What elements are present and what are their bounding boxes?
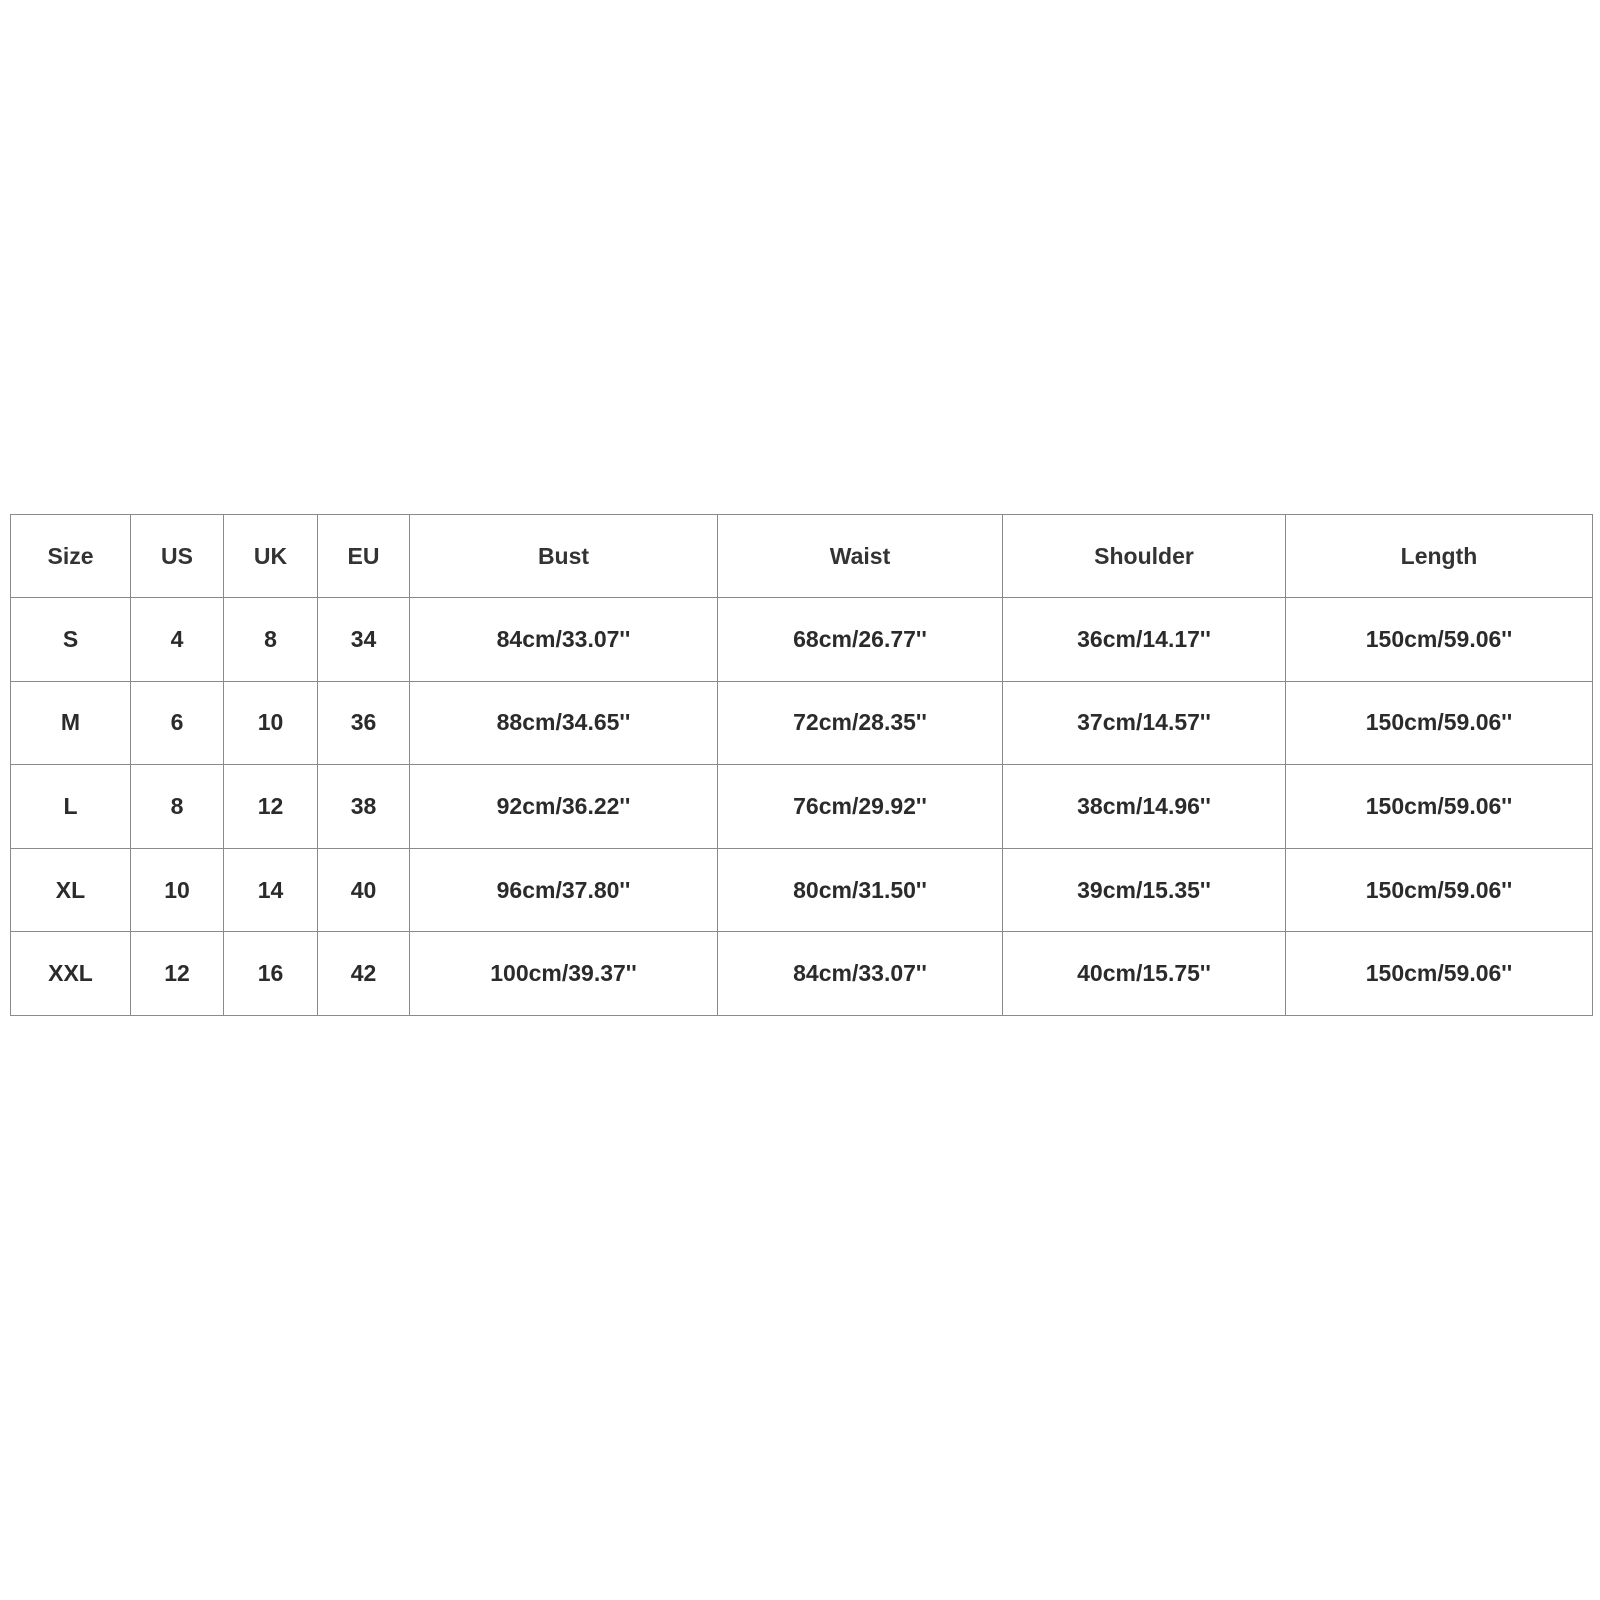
- cell-eu: 38: [318, 765, 410, 849]
- table-row: [11, 681, 1593, 765]
- header-size: Size: [11, 515, 131, 598]
- cell-shoulder: 39cm/15.35'': [1003, 848, 1286, 932]
- cell-bust: 100cm/39.37'': [410, 932, 718, 1016]
- cell-eu: 36: [318, 681, 410, 765]
- size-chart-table: [10, 514, 1593, 1016]
- cell-size: M: [11, 681, 131, 765]
- cell-waist: 84cm/33.07'': [718, 932, 1003, 1016]
- cell-uk: 10: [224, 681, 318, 765]
- cell-uk: 12: [224, 765, 318, 849]
- cell-eu: 42: [318, 932, 410, 1016]
- cell-waist: 76cm/29.92'': [718, 765, 1003, 849]
- cell-length: 150cm/59.06'': [1286, 848, 1593, 932]
- cell-size: S: [11, 598, 131, 682]
- table-row: [11, 765, 1593, 849]
- cell-eu: 40: [318, 848, 410, 932]
- cell-waist: 72cm/28.35'': [718, 681, 1003, 765]
- table-row: [11, 932, 1593, 1016]
- cell-bust: 96cm/37.80'': [410, 848, 718, 932]
- cell-us: 12: [131, 932, 224, 1016]
- cell-shoulder: 40cm/15.75'': [1003, 932, 1286, 1016]
- cell-waist: 80cm/31.50'': [718, 848, 1003, 932]
- cell-shoulder: 36cm/14.17'': [1003, 598, 1286, 682]
- table-row: [11, 848, 1593, 932]
- header-eu: EU: [318, 515, 410, 598]
- cell-length: 150cm/59.06'': [1286, 765, 1593, 849]
- cell-shoulder: 37cm/14.57'': [1003, 681, 1286, 765]
- header-row: [11, 515, 1593, 598]
- cell-us: 8: [131, 765, 224, 849]
- cell-length: 150cm/59.06'': [1286, 681, 1593, 765]
- cell-bust: 92cm/36.22'': [410, 765, 718, 849]
- header-shoulder: Shoulder: [1003, 515, 1286, 598]
- header-length: Length: [1286, 515, 1593, 598]
- cell-waist: 68cm/26.77'': [718, 598, 1003, 682]
- cell-shoulder: 38cm/14.96'': [1003, 765, 1286, 849]
- cell-length: 150cm/59.06'': [1286, 598, 1593, 682]
- cell-us: 4: [131, 598, 224, 682]
- cell-size: XXL: [11, 932, 131, 1016]
- cell-eu: 34: [318, 598, 410, 682]
- table-row: [11, 598, 1593, 682]
- header-waist: Waist: [718, 515, 1003, 598]
- cell-bust: 84cm/33.07'': [410, 598, 718, 682]
- cell-us: 6: [131, 681, 224, 765]
- cell-size: XL: [11, 848, 131, 932]
- cell-length: 150cm/59.06'': [1286, 932, 1593, 1016]
- cell-us: 10: [131, 848, 224, 932]
- cell-uk: 16: [224, 932, 318, 1016]
- cell-uk: 14: [224, 848, 318, 932]
- cell-bust: 88cm/34.65'': [410, 681, 718, 765]
- header-uk: UK: [224, 515, 318, 598]
- cell-uk: 8: [224, 598, 318, 682]
- cell-size: L: [11, 765, 131, 849]
- header-bust: Bust: [410, 515, 718, 598]
- header-us: US: [131, 515, 224, 598]
